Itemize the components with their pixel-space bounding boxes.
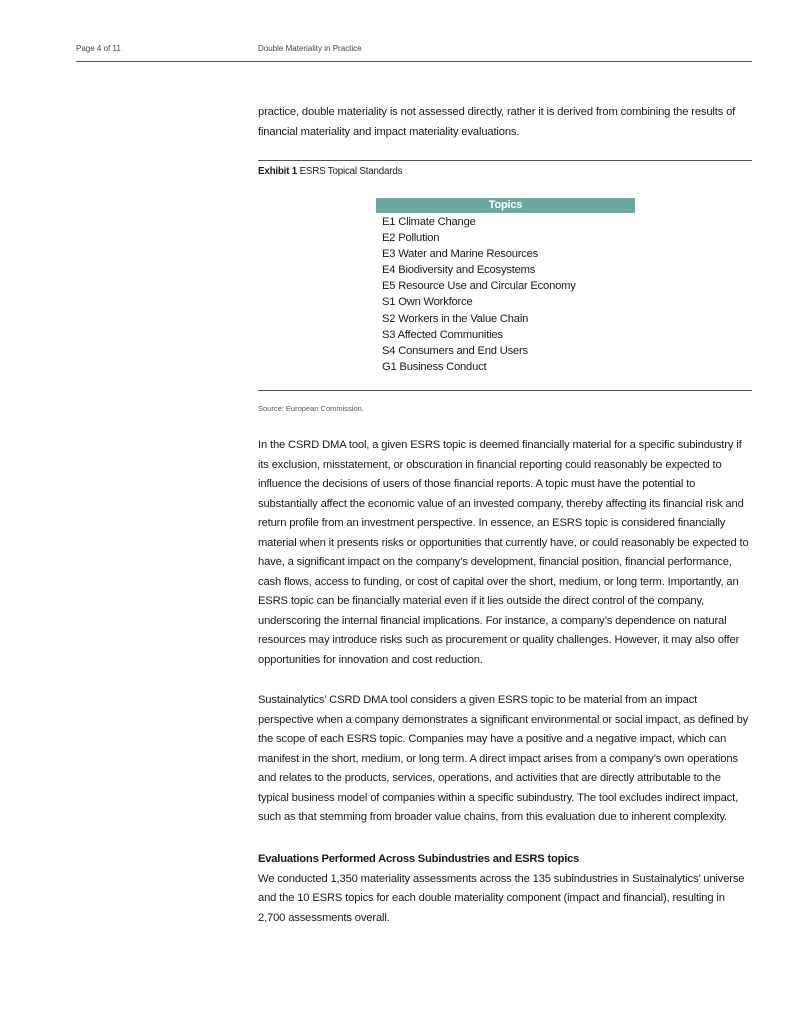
topic-item: S2 Workers in the Value Chain	[382, 312, 529, 325]
intro-paragraph: practice, double materiality is not assessed directly, rather it is derived from combining the results of financial materiality and impact materiality evaluations.	[258, 106, 736, 138]
page-number: Page 4 of 11	[76, 44, 121, 53]
topic-item: E5 Resource Use and Circular Economy	[382, 280, 576, 293]
topics-list	[376, 213, 635, 375]
exhibit-title: ESRS Topical Standards	[299, 166, 403, 177]
page-header	[76, 44, 752, 62]
exhibit-source: Source: European Commission.	[258, 404, 364, 413]
topic-item: E1 Climate Change	[382, 216, 476, 228]
exhibit-label: Exhibit 1	[258, 166, 298, 177]
section-heading: Evaluations Performed Across Subindustries and ESRS topics	[258, 853, 580, 865]
topic-item: S4 Consumers and End Users	[382, 344, 528, 357]
topic-item: S3 Affected Communities	[382, 328, 503, 341]
topic-item: G1 Business Conduct	[382, 360, 487, 373]
topic-item: E3 Water and Marine Resources	[382, 248, 539, 261]
exhibit-top-rule	[258, 160, 752, 161]
impact-materiality-paragraph: Sustainalytics’ CSRD DMA tool considers a given ESRS topic to be material from an impact perspective when a company demonstrates a significant environmental or social impact, as defined by the scope of each ESRS topic. Companies may have a positive and a negative impact, which can manifest in the short, medium, or long term. A direct impact arises from a company’s own operations and relates to the products, services, operations, and activities that are directly attributable to the typical business model of companies within a specific subindustry. The tool excludes indirect impact, such as that stemming from broader value chains, from this evaluation due to inherent complexity.	[258, 694, 749, 823]
document-title: Double Materiality in Practice	[258, 44, 362, 53]
topic-item: S1 Own Workforce	[382, 296, 473, 309]
topics-table	[376, 198, 635, 375]
topic-item: E4 Biodiversity and Ecosystems	[382, 264, 536, 277]
topic-item: E2 Pollution	[382, 232, 440, 245]
financial-materiality-paragraph: In the CSRD DMA tool, a given ESRS topic is deemed financially material for a specific subindustry if its exclusion, misstatement, or obscuration in financial reporting could reasonably be expected to influence the decisions of users of those financial reports. A topic must have the potential to substantially affect the economic value of an invested company, thereby affecting its financial risk and return profile from an investment perspective. In essence, an ESRS topic is considered financially material when it presents risks or opportunities that currently have, or could reasonably be expected to have, a significant impact on the company’s development, financial position, financial performance, cash flows, access to funding, or cost of capital over the short, medium, or long term. Importantly, an ESRS topic can be financially material even if it lies outside the direct control of the company, underscoring the internal financial implications. For instance, a company’s dependence on natural resources may introduce risks such as procurement or quality challenges. However, it may also offer opportunities for innovation and cost reduction.	[258, 439, 749, 666]
evaluations-section	[258, 850, 752, 928]
topics-table-header: Topics	[376, 198, 635, 213]
exhibit-bottom-rule	[258, 390, 752, 391]
section-body: We conducted 1,350 materiality assessments across the 135 subindustries in Sustainalytics’ universe and the 10 ESRS topics for each double materiality component (impact and financial), resulting in 2,700 assessments overall.	[258, 872, 745, 924]
exhibit-caption	[258, 166, 402, 177]
